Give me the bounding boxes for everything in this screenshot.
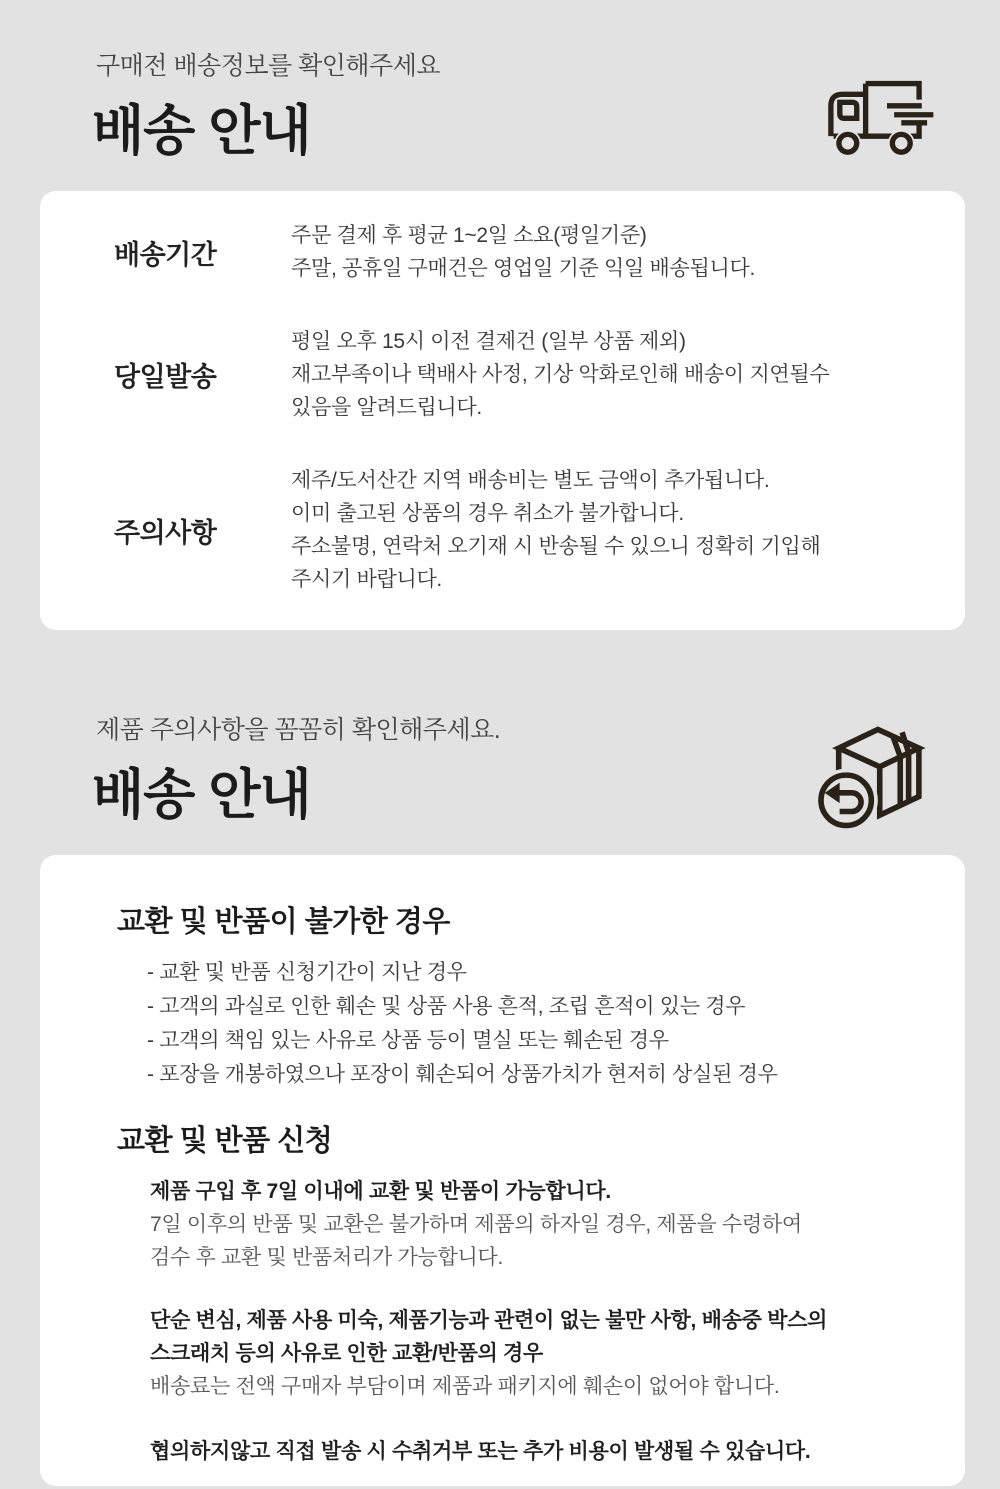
shipping-row-label: 배송기간 bbox=[114, 239, 217, 270]
list-item: - 포장을 개봉하였으나 포장이 훼손되어 상품가치가 현저히 상실된 경우 bbox=[147, 1063, 778, 1086]
shipping-row-text: 주문 결제 후 평균 1~2일 소요(평일기준) 주말, 공휴일 구매건은 영업일 기준 익일 배송됩니다. bbox=[291, 224, 755, 280]
shipping-subtitle: 구매전 배송정보를 확인해주세요 bbox=[96, 52, 440, 80]
exchange-section-header bbox=[40, 630, 960, 829]
request-paragraph-3: 협의하지않고 직접 발송 시 수취거부 또는 추가 비용이 발생될 수 있습니다. bbox=[150, 1440, 811, 1463]
not-allowed-heading: 교환 및 반품이 불가한 경우 bbox=[117, 906, 450, 938]
not-allowed-list bbox=[117, 956, 909, 1092]
delivery-truck-icon bbox=[810, 72, 948, 170]
request-paragraph-1: 제품 구입 후 7일 이내에 교환 및 반품이 가능합니다. 7일 이후의 반품 및 교환은 불가하며 제품의 하자일 경우, 제품을 수령하여 검수 후 교환 및 반품처리가 가능합니다. bbox=[150, 1180, 802, 1269]
shipping-row-text: 제주/도서산간 지역 배송비는 별도 금액이 추가됩니다. 이미 출고된 상품의 경우 취소가 불가합니다. 주소불명, 연락처 오기재 시 반송될 수 있으니 정확히 기입해 주시기 바랍니다. bbox=[291, 469, 821, 591]
request-paragraph-2: 단순 변심, 제품 사용 미숙, 제품기능과 관련이 없는 불만 사항, 배송중 박스의 스크래치 등의 사유로 인한 교환/반품의 경우 배송료는 전액 구매자 부담이며 제품과 패키지에 훼손이 없어야 합니다. bbox=[150, 1309, 828, 1398]
list-item: - 교환 및 반품 신청기간이 지난 경우 bbox=[147, 961, 467, 984]
request-heading: 교환 및 반품 신청 bbox=[117, 1125, 333, 1157]
exchange-subtitle: 제품 주의사항을 꼼꼼히 확인해주세요. bbox=[96, 716, 501, 744]
shipping-section-header bbox=[40, 0, 960, 165]
shipping-row-text: 평일 오후 15시 이전 결제건 (일부 상품 제외) 재고부족이나 택배사 사정, 기상 악화로인해 배송이 지연될수 있음을 알려드립니다. bbox=[291, 330, 830, 419]
shipping-title: 배송 안내 bbox=[92, 101, 311, 161]
exchange-info-card bbox=[40, 855, 965, 1486]
shipping-info-card bbox=[40, 191, 965, 630]
shipping-row-label: 주의사항 bbox=[114, 517, 217, 548]
exchange-title: 배송 안내 bbox=[92, 765, 311, 825]
list-item: - 고객의 책임 있는 사유로 상품 등이 멸실 또는 훼손된 경우 bbox=[147, 1029, 669, 1052]
shipping-row-label: 당일발송 bbox=[114, 362, 217, 392]
shipping-row-sameday bbox=[114, 305, 909, 444]
list-item: - 고객의 과실로 인한 훼손 및 상품 사용 흔적, 조립 흔적이 있는 경우 bbox=[147, 995, 746, 1018]
shipping-row-caution bbox=[114, 444, 909, 616]
shipping-row-period bbox=[114, 199, 909, 305]
box-return-icon bbox=[810, 722, 942, 832]
